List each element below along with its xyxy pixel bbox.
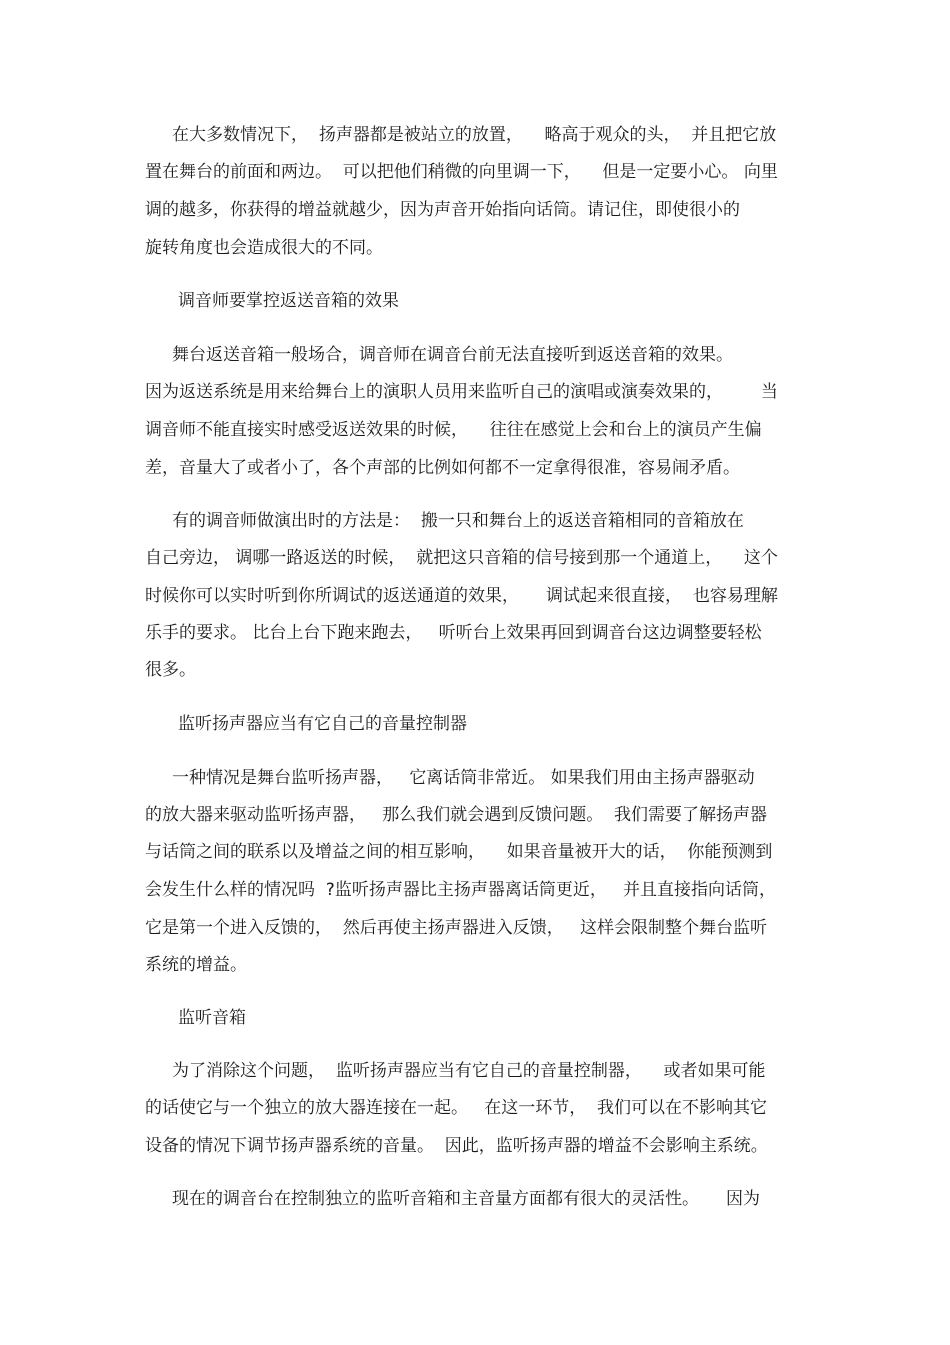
paragraph-line: 时候你可以实时听到你所调试的返送通道的效果， 调试起来很直接， 也容易理解	[145, 586, 778, 606]
section-heading: 监听扬声器应当有它自己的音量控制器	[178, 714, 467, 734]
paragraph-line: 在大多数情况下， 扬声器都是被站立的放置， 略高于观众的头， 并且把它放	[145, 125, 777, 145]
paragraph-line: 自己旁边， 调哪一路返送的时候， 就把这只音箱的信号接到那一个通道上， 这个	[145, 548, 778, 568]
paragraph-line: 为了消除这个问题， 监听扬声器应当有它自己的音量控制器， 或者如果可能	[145, 1061, 766, 1081]
paragraph-line: 它是第一个进入反馈的， 然后再使主扬声器进入反馈， 这样会限制整个舞台监听	[145, 918, 768, 938]
paragraph-line: 会发生什么样的情况吗 ?监听扬声器比主扬声器离话筒更近， 并且直接指向话筒，	[145, 880, 777, 900]
paragraph-line: 调音师不能直接实时感受返送效果的时候， 往往在感觉上会和台上的演员产生偏	[145, 420, 762, 440]
paragraph-line: 乐手的要求。 比台上台下跑来跑去， 听听台上效果再回到调音台这边调整要轻松	[145, 623, 762, 643]
section-heading: 调音师要掌控返送音箱的效果	[178, 291, 399, 311]
paragraph-line: 舞台返送音箱一般场合，调音师在调音台前无法直接听到返送音箱的效果。	[145, 345, 734, 365]
paragraph-line: 的放大器来驱动监听扬声器， 那么我们就会遇到反馈问题。 我们需要了解扬声器	[145, 805, 768, 825]
paragraph-line: 设备的情况下调节扬声器系统的音量。 因此，监听扬声器的增益不会影响主系统。	[145, 1136, 768, 1156]
paragraph-line: 的话使它与一个独立的放大器连接在一起。 在这一环节， 我们可以在不影响其它	[145, 1098, 768, 1118]
paragraph-line: 很多。	[145, 660, 196, 680]
paragraph-line: 差，音量大了或者小了，各个声部的比例如何都不一定拿得很准，容易闹矛盾。	[145, 458, 740, 478]
section-heading: 监听音箱	[178, 1008, 246, 1028]
paragraph-line: 与话筒之间的联系以及增益之间的相互影响， 如果音量被开大的话， 你能预测到	[145, 842, 773, 862]
paragraph-line: 旋转角度也会造成很大的不同。	[145, 238, 383, 258]
paragraph-line: 置在舞台的前面和两边。 可以把他们稍微的向里调一下， 但是一定要小心。 向里	[145, 162, 778, 182]
paragraph-line: 调的越多，你获得的增益就越少，因为声音开始指向话筒。请记住，即使很小的	[145, 200, 740, 220]
paragraph-line: 因为返送系统是用来给舞台上的演职人员用来监听自己的演唱或演奏效果的， 当	[145, 382, 778, 402]
paragraph-line: 一种情况是舞台监听扬声器， 它离话筒非常近。 如果我们用由主扬声器驱动	[145, 768, 755, 788]
paragraph-line: 系统的增益。	[145, 955, 247, 975]
paragraph-line: 现在的调音台在控制独立的监听音箱和主音量方面都有很大的灵活性。 因为	[145, 1189, 761, 1209]
paragraph-line: 有的调音师做演出时的方法是： 搬一只和舞台上的返送音箱相同的音箱放在	[145, 511, 744, 531]
